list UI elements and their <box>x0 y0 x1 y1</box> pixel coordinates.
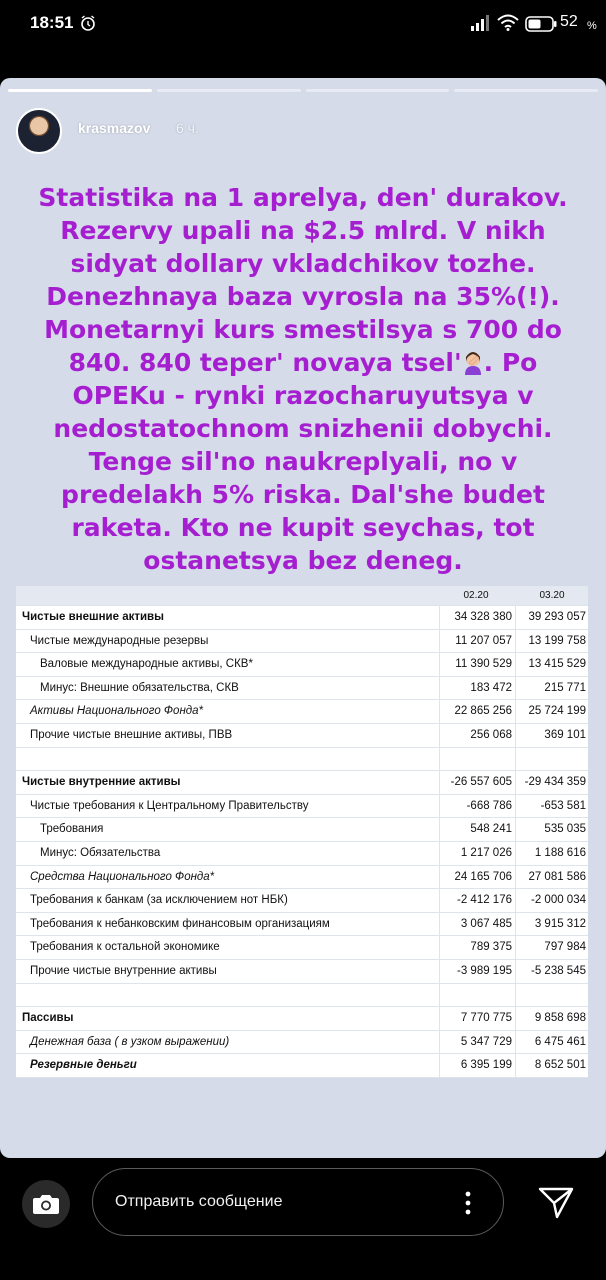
row-value-0220: 24 165 706 <box>454 870 512 883</box>
row-label: Активы Национального Фонда* <box>30 705 204 718</box>
row-value-0320: -653 581 <box>540 799 586 812</box>
row-label: Прочие чистые внешние активы, ПВВ <box>30 728 233 741</box>
row-label: Чистые международные резервы <box>30 634 209 647</box>
table-header-row <box>16 586 588 606</box>
battery-unit: % <box>587 20 597 32</box>
table-row <box>16 1031 588 1055</box>
progress-segment <box>454 89 598 92</box>
row-value-0220: 22 865 256 <box>454 705 512 718</box>
caption-text-part1: Statistika na 1 aprelya, den' durakov. Rezervy upali na $2.5 mlrd. V nikh sidyat dollary vkladchikov tozhe. Denezhnaya baza vyrosla na 35%(!). Monetarnyi kurs smestilsya s 700 do 840. 840 teper' novaya tsel' <box>38 183 568 377</box>
table-row <box>16 1007 588 1031</box>
wifi-icon <box>497 14 519 31</box>
row-value-0320: 1 188 616 <box>534 846 586 859</box>
row-value-0220: -668 786 <box>466 799 512 812</box>
table-header-0220: 02.20 <box>463 590 489 601</box>
table-row <box>16 960 588 984</box>
row-label: Валовые международные активы, СКВ* <box>40 658 253 671</box>
row-label: Требования к банкам (за исключением нот НБК) <box>30 894 288 907</box>
table-row <box>16 677 588 701</box>
row-value-0320: -29 434 359 <box>524 776 586 789</box>
row-label: Требования к остальной экономике <box>30 941 220 954</box>
table-row <box>16 700 588 724</box>
username[interactable]: krasmazov <box>78 120 151 136</box>
row-value-0220: 6 395 199 <box>460 1059 512 1072</box>
row-label: Резервные деньги <box>30 1059 137 1072</box>
row-value-0220: 1 217 026 <box>460 846 512 859</box>
row-value-0320: 25 724 199 <box>528 705 586 718</box>
row-label: Прочие чистые внутренние активы <box>30 964 217 977</box>
message-placeholder: Отправить сообщение <box>115 1193 283 1210</box>
row-label: Минус: Обязательства <box>40 846 161 859</box>
row-value-0320: -2 000 034 <box>531 894 586 907</box>
row-value-0220: 256 068 <box>470 728 512 741</box>
table-body <box>16 606 588 1078</box>
table-row <box>16 818 588 842</box>
table-row <box>16 748 588 772</box>
message-input[interactable] <box>92 1168 504 1236</box>
table-row <box>16 606 588 630</box>
table-row <box>16 653 588 677</box>
battery-icon <box>525 16 557 32</box>
table-row <box>16 771 588 795</box>
row-value-0220: 3 067 485 <box>460 917 512 930</box>
posted-time: 6 ч. <box>176 120 199 136</box>
story-card[interactable] <box>0 78 606 1158</box>
table-row <box>16 630 588 654</box>
row-value-0320: 3 915 312 <box>534 917 586 930</box>
facepalm-emoji-icon <box>462 350 484 376</box>
row-value-0320: 8 652 501 <box>534 1059 586 1072</box>
more-options-icon[interactable] <box>463 1189 473 1217</box>
row-value-0220: -26 557 605 <box>450 776 512 789</box>
row-value-0320: 27 081 586 <box>528 870 586 883</box>
row-label: Денежная база ( в узком выражении) <box>30 1035 230 1048</box>
table-row <box>16 889 588 913</box>
table-row <box>16 795 588 819</box>
row-value-0220: 11 390 529 <box>455 658 512 671</box>
row-label: Средства Национального Фонда* <box>30 870 215 883</box>
row-label: Чистые внешние активы <box>22 611 164 623</box>
row-value-0320: -5 238 545 <box>531 964 586 977</box>
avatar[interactable] <box>16 108 62 154</box>
row-value-0320: 13 199 758 <box>528 634 586 647</box>
row-value-0320: 9 858 698 <box>534 1012 586 1025</box>
table-header-0320: 03.20 <box>539 590 565 601</box>
table-row <box>16 1054 588 1078</box>
table-row <box>16 936 588 960</box>
row-value-0220: 7 770 775 <box>460 1012 512 1025</box>
progress-segment <box>8 89 152 92</box>
signal-icon <box>470 15 490 31</box>
table-row <box>16 842 588 866</box>
send-icon[interactable] <box>538 1186 574 1220</box>
table-row <box>16 913 588 937</box>
status-time: 18:51 <box>30 13 74 32</box>
row-value-0320: 13 415 529 <box>528 658 586 671</box>
row-value-0220: 11 207 057 <box>455 634 512 647</box>
row-value-0320: 6 475 461 <box>534 1035 586 1048</box>
row-label: Минус: Внешние обязательства, СКВ <box>40 681 239 694</box>
story-caption <box>30 181 576 577</box>
table-row <box>16 724 588 748</box>
table-row <box>16 984 588 1008</box>
row-label: Чистые внутренние активы <box>22 776 181 789</box>
row-value-0220: 548 241 <box>470 823 512 836</box>
row-value-0220: 183 472 <box>470 681 512 694</box>
row-value-0320: 215 771 <box>544 681 586 694</box>
camera-icon <box>32 1192 60 1216</box>
row-value-0320: 369 101 <box>544 728 586 741</box>
progress-segment <box>157 89 301 92</box>
row-value-0220: 789 375 <box>470 941 512 954</box>
battery-level: 52 <box>560 13 578 30</box>
money-supply-table <box>16 586 588 1078</box>
table-row <box>16 866 588 890</box>
progress-segment <box>306 89 450 92</box>
row-label: Требования <box>40 823 104 836</box>
reply-bar <box>0 1158 606 1280</box>
row-label: Пассивы <box>22 1012 74 1025</box>
row-label: Чистые требования к Центральному Правительству <box>30 799 309 812</box>
row-value-0220: 34 328 380 <box>454 611 512 623</box>
caption-text-part2: . Po OPEKu - rynki razocharuyutsya v nedostatochnom snizhenii dobychi. Tenge sil'no naukreplyali, no v predelakh 5% riska. Dal'she budet raketa. Kto ne kupit seychas, tot ostanetsya bez deneg. <box>53 348 553 575</box>
row-value-0220: -3 989 195 <box>457 964 512 977</box>
row-value-0220: 5 347 729 <box>460 1035 512 1048</box>
camera-button[interactable] <box>22 1180 70 1228</box>
row-value-0320: 797 984 <box>544 941 586 954</box>
row-value-0320: 39 293 057 <box>528 611 586 623</box>
row-value-0220: -2 412 176 <box>457 894 512 907</box>
status-bar <box>0 0 606 52</box>
row-value-0320: 535 035 <box>544 823 586 836</box>
row-label: Требования к небанковским финансовым организациям <box>30 917 330 930</box>
story-progress <box>8 89 598 92</box>
alarm-icon <box>80 15 96 31</box>
